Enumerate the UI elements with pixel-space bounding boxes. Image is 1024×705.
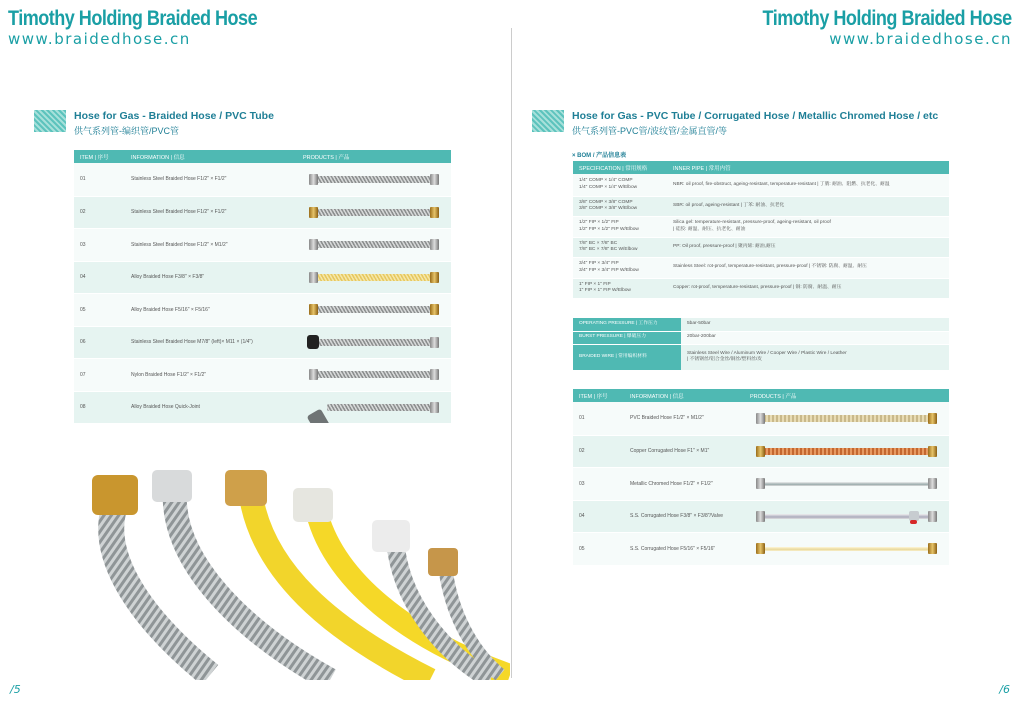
- prop-label: OPERATING PRESSURE | 工作压力: [573, 318, 681, 331]
- prop-value: | 不锈钢丝/铝合金丝/铜丝/塑料丝/皮: [687, 357, 763, 362]
- table-row: [74, 358, 451, 391]
- prop-value: Stainless Steel Wire / Aluminum Wire / Cooper Wire / Plastic Wire / Leather: [687, 350, 847, 356]
- table-row: [573, 174, 949, 196]
- col-header-products: PRODUCTS | 产品: [744, 389, 949, 402]
- item-cell: 07: [74, 358, 125, 391]
- info-cell: Copper Corrugated Hose F1" × M1": [624, 435, 744, 467]
- right-product-table: [573, 389, 949, 566]
- table-row: [573, 216, 949, 237]
- left-product-table: [74, 150, 451, 424]
- product-image: [744, 467, 949, 500]
- hose-product-photo: [90, 470, 510, 680]
- table-row: [573, 467, 949, 500]
- brand-url[interactable]: www.braidedhose.cn: [8, 30, 191, 48]
- chrome-nut-icon: [372, 520, 410, 552]
- item-cell: 05: [573, 532, 624, 565]
- table-row: [573, 402, 949, 435]
- right-section-header: [532, 110, 938, 137]
- table-row: [573, 237, 949, 257]
- info-cell: Stainless Steel Braided Hose F1/2" × F1/2": [125, 163, 297, 196]
- brand-name: Timothy Holding Braided Hose: [762, 7, 1012, 30]
- table-row: [74, 163, 451, 196]
- col-header-products: PRODUCTS | 产品: [297, 150, 451, 163]
- table-row: [573, 435, 949, 467]
- item-cell: 03: [573, 467, 624, 500]
- table-row: [573, 331, 949, 344]
- table-row: [573, 318, 949, 331]
- product-image: [297, 326, 451, 358]
- section-title: Hose for Gas - PVC Tube / Corrugated Hose / Metallic Chromed Hose / etc: [572, 110, 939, 122]
- pipe-line: Copper: rot-proof, temperature-resistant, pressure-proof | 铜: 防腐、耐温、耐压: [673, 284, 842, 290]
- product-image: [744, 500, 949, 532]
- item-cell: 06: [74, 326, 125, 358]
- pipe-line: Stainless Steel: rot-proof, temperature-resistant, pressure-proof | 不锈钢: 防腐、耐温、耐压: [673, 264, 867, 270]
- table-row: [74, 391, 451, 423]
- product-image: [297, 163, 451, 196]
- page-number: /6: [999, 683, 1010, 696]
- table-row: [573, 196, 949, 216]
- spec-line: 7/8" BC × 7/8" BC W/Elbow: [579, 247, 638, 252]
- pipe-line: PP: Oil proof, pressure-proof | 聚丙烯: 耐油,耐压: [673, 243, 776, 249]
- item-cell: 03: [74, 228, 125, 261]
- info-cell: Stainless Steel Braided Hose M7/8" (left)× M11 × (1/4"): [125, 326, 297, 358]
- info-cell: Alloy Braided Hose F3/8" × F3/8": [125, 261, 297, 293]
- col-header-item: ITEM | 序号: [74, 150, 125, 163]
- col-header-item: ITEM | 序号: [573, 389, 624, 402]
- product-image: [744, 435, 949, 467]
- item-cell: 02: [573, 435, 624, 467]
- spec-line: 3/8" COMP × 3/8" W/Elbow: [579, 206, 638, 211]
- brand-left: [8, 8, 298, 47]
- item-cell: 08: [74, 391, 125, 423]
- col-header-inner-pipe: INNER PIPE | 常用内管: [667, 161, 949, 174]
- spec-line: 1/4" COMP × 1/4" W/Elbow: [579, 184, 638, 190]
- section-subtitle: 供气系列管-编织管/PVC管: [74, 126, 180, 136]
- spec-line: 1/4" COMP × 1/4" COMP: [579, 178, 633, 184]
- table-row: [573, 344, 949, 370]
- product-image: [297, 196, 451, 228]
- brand-url[interactable]: www.braidedhose.cn: [829, 30, 1012, 48]
- product-image: [297, 358, 451, 391]
- brand-name: Timothy Holding Braided Hose: [8, 7, 258, 30]
- col-header-info: INFORMATION | 信息: [624, 389, 744, 402]
- section-subtitle: 供气系列管-PVC管/波纹管/金属直管/等: [572, 126, 728, 136]
- table-row: [74, 293, 451, 326]
- spec-line: 1/2" FIP × 1/2" FIP: [579, 220, 619, 226]
- prop-value: 5bar-50bar: [681, 318, 949, 331]
- page-divider: [511, 28, 512, 678]
- info-cell: Metallic Chromed Hose F1/2" × F1/2": [624, 467, 744, 500]
- info-cell: PVC Braided Hose F1/2" × M1/2": [624, 402, 744, 435]
- pipe-line: | 硅胶: 耐温、耐压、抗老化、耐油: [673, 226, 746, 232]
- table-row: [74, 261, 451, 293]
- table-row: [74, 228, 451, 261]
- table-row: [573, 500, 949, 532]
- product-image: [297, 228, 451, 261]
- spec-line: 3/4" FIP × 3/4" FIP W/Elbow: [579, 267, 639, 273]
- section-stripe-icon: [532, 110, 564, 132]
- info-cell: Alloy Braided Hose Quick-Joint: [125, 391, 297, 423]
- bom-table: [573, 161, 949, 299]
- section-title: Hose for Gas - Braided Hose / PVC Tube: [74, 110, 274, 122]
- info-cell: Nylon Braided Hose F1/2" × F1/2": [125, 358, 297, 391]
- spec-line: 7/8" BC × 7/8" BC: [579, 240, 618, 246]
- spec-line: 1" FIP × 1" FIP W/Elbow: [579, 288, 631, 293]
- item-cell: 01: [573, 402, 624, 435]
- info-cell: Stainless Steel Braided Hose F1/2" × F1/2": [125, 196, 297, 228]
- left-section-header: [34, 110, 274, 137]
- brass-nut-icon: [428, 548, 458, 576]
- chrome-nut-icon: [293, 488, 333, 522]
- table-row: [573, 257, 949, 278]
- table-row: [573, 278, 949, 298]
- pipe-line: Silica gel: temperature-resistant, pressure-proof, ageing-resistant, oil proof: [673, 220, 831, 226]
- info-cell: Stainless Steel Braided Hose F1/2" × M1/2": [125, 228, 297, 261]
- valve-handle-icon: [910, 520, 917, 524]
- product-image: [297, 261, 451, 293]
- spec-line: 3/8" COMP × 3/8" COMP: [579, 199, 633, 205]
- info-cell: Alloy Braided Hose F5/16" × F5/16": [125, 293, 297, 326]
- info-cell: S.S. Corrugated Hose F5/16" × F5/16": [624, 532, 744, 565]
- product-image: [297, 293, 451, 326]
- product-image: [744, 402, 949, 435]
- brass-nut-icon: [225, 470, 267, 506]
- item-cell: 04: [74, 261, 125, 293]
- chrome-nut-icon: [152, 470, 192, 502]
- product-image: [744, 532, 949, 565]
- prop-label: BURST PRESSURE | 爆破压力: [573, 331, 681, 344]
- table-row: [74, 326, 451, 358]
- properties-table: [573, 318, 949, 371]
- section-stripe-icon: [34, 110, 66, 132]
- bom-title: × BOM / 产品信息表: [572, 153, 627, 159]
- table-row: [74, 196, 451, 228]
- col-header-spec: SPECIFICATION | 常用规格: [573, 161, 667, 174]
- item-cell: 02: [74, 196, 125, 228]
- spec-line: 1" FIP × 1" FIP: [579, 281, 611, 287]
- spec-line: 1/2" FIP × 1/2" FIP W/Elbow: [579, 226, 639, 232]
- spec-line: 3/4" FIP × 3/4" FIP: [579, 261, 619, 267]
- table-row: [573, 532, 949, 565]
- brand-right: [722, 8, 1012, 47]
- pipe-line: NBR: oil proof, fire-obstruct, ageing-resistant, temperature-resistant | 丁腈: 耐油、阻燃、抗老化、耐温: [673, 181, 890, 187]
- col-header-info: INFORMATION | 信息: [125, 150, 297, 163]
- item-cell: 05: [74, 293, 125, 326]
- item-cell: 01: [74, 163, 125, 196]
- brass-nut-icon: [92, 475, 138, 515]
- prop-label: BRAIDED WIRE | 常用编织材料: [573, 344, 681, 370]
- item-cell: 04: [573, 500, 624, 532]
- info-cell: S.S. Corrugated Hose F3/8" × F3/8"/Valve: [624, 500, 744, 532]
- pipe-line: SBR: oil proof, ageing-resistant | 丁苯: 耐油、抗老化: [673, 202, 785, 208]
- prop-value: 20bar-200bar: [681, 331, 949, 344]
- product-image: [297, 391, 451, 423]
- page-number: /5: [10, 683, 21, 696]
